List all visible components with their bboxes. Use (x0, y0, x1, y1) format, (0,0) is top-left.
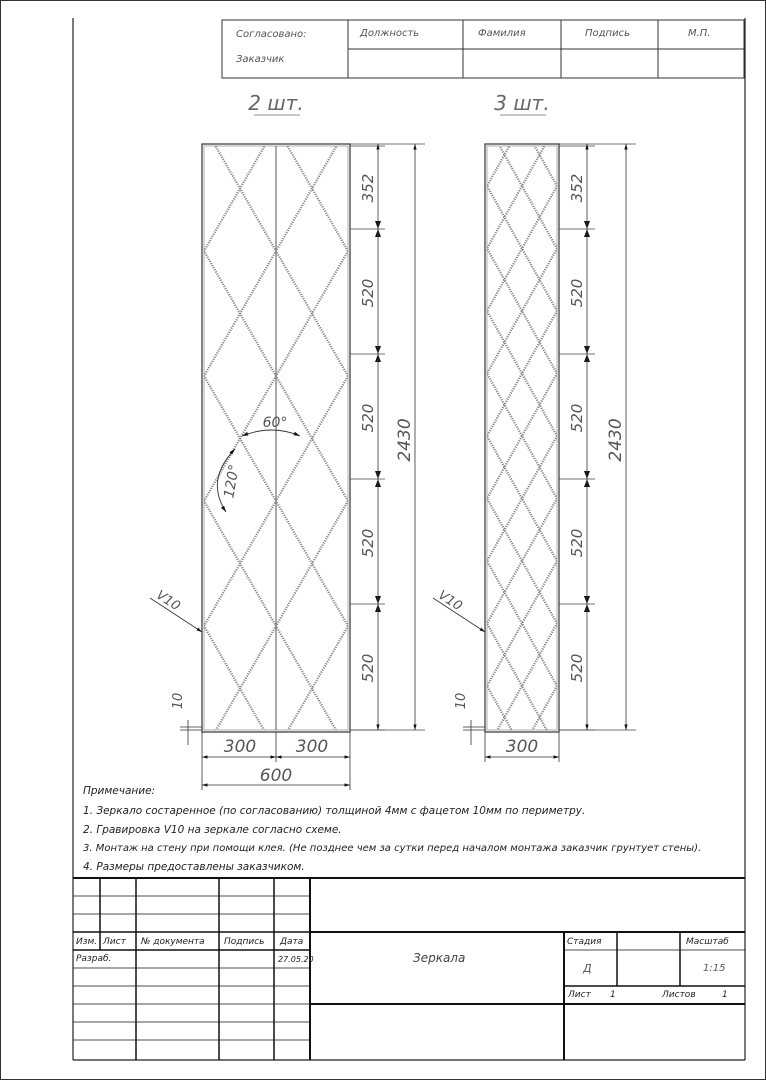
seg-label-r3: 520 (568, 403, 586, 433)
tb-date-value: 27.05.20 (278, 955, 314, 964)
engraving-line (417, 61, 627, 436)
qty-label-left: 2 шт. (248, 91, 304, 115)
tb-drawing-title: Зеркала (413, 951, 466, 965)
engraving-line (417, 874, 627, 1080)
tb-col-sign: Подпись (224, 937, 265, 947)
tb-sheet-value: 1 (610, 990, 616, 1000)
svg-text:V10: V10 (153, 587, 183, 615)
approval-surname-label: Фамилия (478, 28, 526, 39)
seg-label-r1: 352 (568, 173, 586, 203)
right-width-label: 300 (505, 737, 539, 757)
svg-text:120°: 120° (221, 463, 243, 500)
engraving-line (417, 374, 627, 749)
engraving-line (60, 876, 492, 1080)
svg-text:60°: 60° (262, 415, 288, 431)
tb-sheets-value: 1 (722, 990, 728, 1000)
approval-signature-label: Подпись (585, 28, 630, 39)
width-total-label: 600 (259, 766, 293, 786)
engraving-line (417, 874, 627, 1080)
segment-extension-lines (350, 144, 636, 730)
engraving-line (417, 0, 627, 311)
tb-scale-value: 1:15 (703, 963, 726, 974)
left-mirror-panel (60, 0, 492, 1080)
engraving-line (60, 0, 492, 1)
engraving-line (417, 999, 627, 1080)
seg-label-l3: 520 (359, 403, 377, 433)
width-label-l2: 300 (295, 737, 329, 757)
seg-label-l5: 520 (359, 653, 377, 683)
approval-position-label: Должность (360, 28, 420, 39)
right-mirror-panel (417, 0, 627, 1080)
seg-label-l1: 352 (359, 173, 377, 203)
approval-stamp-label: М.П. (688, 28, 711, 39)
tb-sheet-label: Лист (568, 990, 591, 1000)
engraving-line (417, 249, 627, 624)
tb-col-change: Изм. (76, 937, 98, 947)
total-height-label-right: 2430 (606, 418, 626, 462)
svg-text:V10: V10 (435, 587, 465, 615)
edge-dim-left (171, 693, 202, 745)
engraving-line (60, 751, 492, 1080)
approval-customer-label: Заказчик (236, 54, 285, 65)
tb-stage-label: Стадия (567, 937, 602, 947)
qty-label-right-group (494, 91, 549, 115)
edge-dim-right (454, 693, 485, 745)
note-item-3: 3. Монтаж на стену при помощи клея. (Не позднее чем за сутки перед началом монтажа заказчик грунтует стены). (83, 843, 702, 854)
engraving-line (417, 124, 627, 499)
tb-col-sheet: Лист (103, 937, 126, 947)
engraving-line (417, 0, 627, 374)
engraving-line (60, 1001, 492, 1080)
engrave-leader-left (150, 588, 202, 632)
seg-label-r5: 520 (568, 653, 586, 683)
note-item-1: 1. Зеркало состаренное (по согласованию) толщиной 4мм с фацетом 10мм по периметру. (83, 805, 586, 817)
approval-agreed-label: Согласовано: (236, 29, 307, 40)
engraving-line (417, 311, 627, 686)
engraving-line (417, 374, 627, 749)
engraving-line (417, 749, 627, 1080)
seg-label-l2: 520 (359, 278, 377, 308)
engraving-line (417, 1061, 627, 1080)
engraving-line (417, 61, 627, 436)
engraving-line (417, 186, 627, 561)
engraving-line (417, 499, 627, 874)
angle-120-arc (217, 449, 243, 512)
engraving-line (60, 751, 492, 1080)
tb-col-doc: № документа (141, 937, 205, 947)
tb-sheets-label: Листов (662, 990, 696, 1000)
right-engraving-pattern (417, 0, 627, 1080)
engrave-leader-right (433, 588, 485, 632)
qty-label-left-group (248, 91, 303, 115)
engraving-line (417, 999, 627, 1080)
note-item-2: 2. Гравировка V10 на зеркале согласно схеме. (83, 824, 342, 836)
engraving-line (417, 124, 627, 499)
svg-text:10: 10 (454, 692, 469, 710)
engraving-line (60, 876, 492, 1080)
tb-col-date: Дата (280, 937, 304, 947)
title-block-grid (73, 878, 745, 1060)
engraving-line (60, 0, 492, 1)
tb-scale-label: Масштаб (686, 937, 729, 947)
engraving-line (417, 186, 627, 561)
svg-text:10: 10 (171, 692, 186, 710)
angle-60-arc (242, 415, 300, 436)
seg-label-r4: 520 (568, 528, 586, 558)
tb-stage-value: Д (583, 962, 592, 975)
engraving-line (417, 749, 627, 1080)
note-item-4: 4. Размеры предоставлены заказчиком. (83, 861, 305, 873)
engraving-line (60, 1001, 492, 1080)
seg-label-r2: 520 (568, 278, 586, 308)
engraving-line (417, 0, 627, 311)
notes-title: Примечание: (83, 785, 156, 797)
engraving-line (417, 499, 627, 874)
engraving-line (417, 311, 627, 686)
seg-label-l4: 520 (359, 528, 377, 558)
total-height-label-left: 2430 (395, 418, 415, 462)
engraving-line (417, 1061, 627, 1080)
tb-developer: Разраб. (76, 954, 112, 964)
width-label-l1: 300 (223, 737, 257, 757)
engraving-line (417, 249, 627, 624)
qty-label-right: 3 шт. (494, 91, 550, 115)
